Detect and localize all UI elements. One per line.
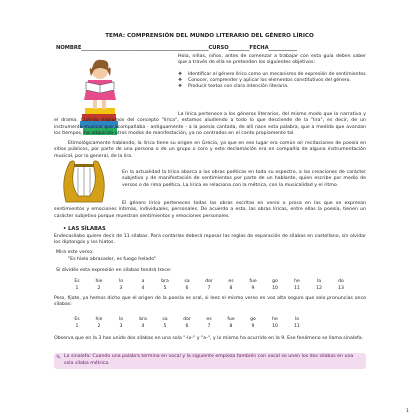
objective-item: ❖ Conocer, comprender y aplicar los elementos constitutivos del género. bbox=[178, 78, 351, 83]
bullet-icon: • bbox=[63, 226, 69, 232]
paragraph-actualidad: En la actualidad la lírica abarca a las obras poéticas en todo su espectro, a las creaciones de carácter subjetivo y de manifestación de sentimientos por parte de un hablante, quien escribe por medio de versos o de rima poética. La lírica se relaciona con la métrica, con la musicalidad y el ritmo. bbox=[122, 170, 366, 188]
pero-text: Pero, fíjate, ya hemos dicho que el origen de la poesía es oral, si leez el mismo verso en voz alta seguro que solo pronuncias once sílabas: bbox=[54, 296, 366, 308]
sinalefa-note-text: La sinalefa: Cuando una palabra termina en vocal y la siguiente empieza también con vocal se unen los dos sílabas en una sola sílaba métrica. bbox=[64, 354, 354, 366]
diamond-bullet-icon: ❖ bbox=[178, 78, 183, 83]
page-number: 1 bbox=[406, 409, 409, 414]
silabas-intro: Endecasílabo quiere decir de 11 sílabas. Para contarlas deberá repasar las reglas de separación de sílabas en castellano, sin olvidar los diptongos y los hiatos. bbox=[54, 234, 366, 246]
table-row: Es hie lo bra sa dor es fue go he lo bbox=[74, 317, 300, 322]
pencil-icon: ✎ bbox=[56, 354, 62, 361]
diamond-bullet-icon: ❖ bbox=[178, 72, 183, 77]
table-row: Es hie lo a bra sa dor es fue go he la do bbox=[74, 279, 344, 284]
mira-label: Mira este verso: bbox=[56, 250, 94, 255]
syllable-table-1 bbox=[66, 278, 352, 292]
table-row: 1 2 3 4 5 6 7 8 9 10 11 12 13 bbox=[75, 286, 344, 291]
intro-text: Hola, niñas, niños, antes de comenzar a trabajar con esta guía deben saber que a través de ella se pretenden los siguientes objetivos: bbox=[178, 54, 366, 66]
paragraph-etimologia: Etimológicamente hablando, la lírica tiene su origen en Grecia, ya que en ese lugar era común oír recitaciones de poesía en sitios públicos, por parte de una persona o de un grupo o coro y este declamación era en compañía de alguna instrumentación musical, por lo general, de la lira. bbox=[54, 141, 366, 159]
objective-item: ❖ Producir textos con clara intención literaria. bbox=[178, 84, 289, 89]
diamond-bullet-icon: ❖ bbox=[178, 84, 183, 89]
observation-text: Observa que en la 3 has unido dos sílabas en una sola "-lo-" y "a-", y lo mismo ha ocurrido en la 9. Ese fenómeno se llama sinalefa. bbox=[54, 336, 364, 341]
page-title: TEMA: COMPRENSIÓN DEL MUNDO LITERARIO DEL GÉNERO LÍRICO bbox=[105, 33, 314, 39]
paragraph-lirica: La lírica pertenece a los géneros literarios, del mismo modo que la narrativa y el drama. Cuando hablamos del concepto "lírica", estamos aludiendo a todo lo que desciende de la "lira", es decir, de un instrumento musical que acompañaba - antiguamente - a la poesía cantada, de allí nace esta palabra, que a medida que avanzan los tiempos, ha adquirido otros modos de manifestación, ya no centrados en el canto propiamente tal. bbox=[54, 112, 366, 137]
count-intro: Si dividés esta expresión en sílabas tendrá trece: bbox=[56, 268, 172, 273]
example-verse: "Es hielo abrasador, es fuego helado" bbox=[68, 257, 157, 262]
table-row: 1 2 3 4 5 6 7 8 9 10 11 bbox=[75, 324, 300, 329]
objective-item: ❖ Identificar el género lírico como un mecanismo de expresión de sentimientos. bbox=[178, 72, 368, 77]
paragraph-genero-lirico: El género lírico pertenecen todas las obras escritas en verso o prosa en las que se expresan sentimientos y emociones íntimas, individuales, personales. De acuerdo a esto, las obras líricas, entre ellas la poesía, tienen un carácter subjetivo porque muestran sentimientos y emociones personales. bbox=[54, 201, 366, 219]
section-heading-silabas: • LAS SÍLABAS bbox=[63, 226, 106, 232]
student-info-line: NOMBRE_________________________________________________CURSO________FECHA___________ bbox=[56, 45, 298, 51]
objectives-list bbox=[178, 72, 368, 90]
syllable-table-2 bbox=[66, 316, 308, 330]
sinalefa-note-box bbox=[54, 353, 366, 369]
lyre-illustration bbox=[54, 156, 114, 206]
